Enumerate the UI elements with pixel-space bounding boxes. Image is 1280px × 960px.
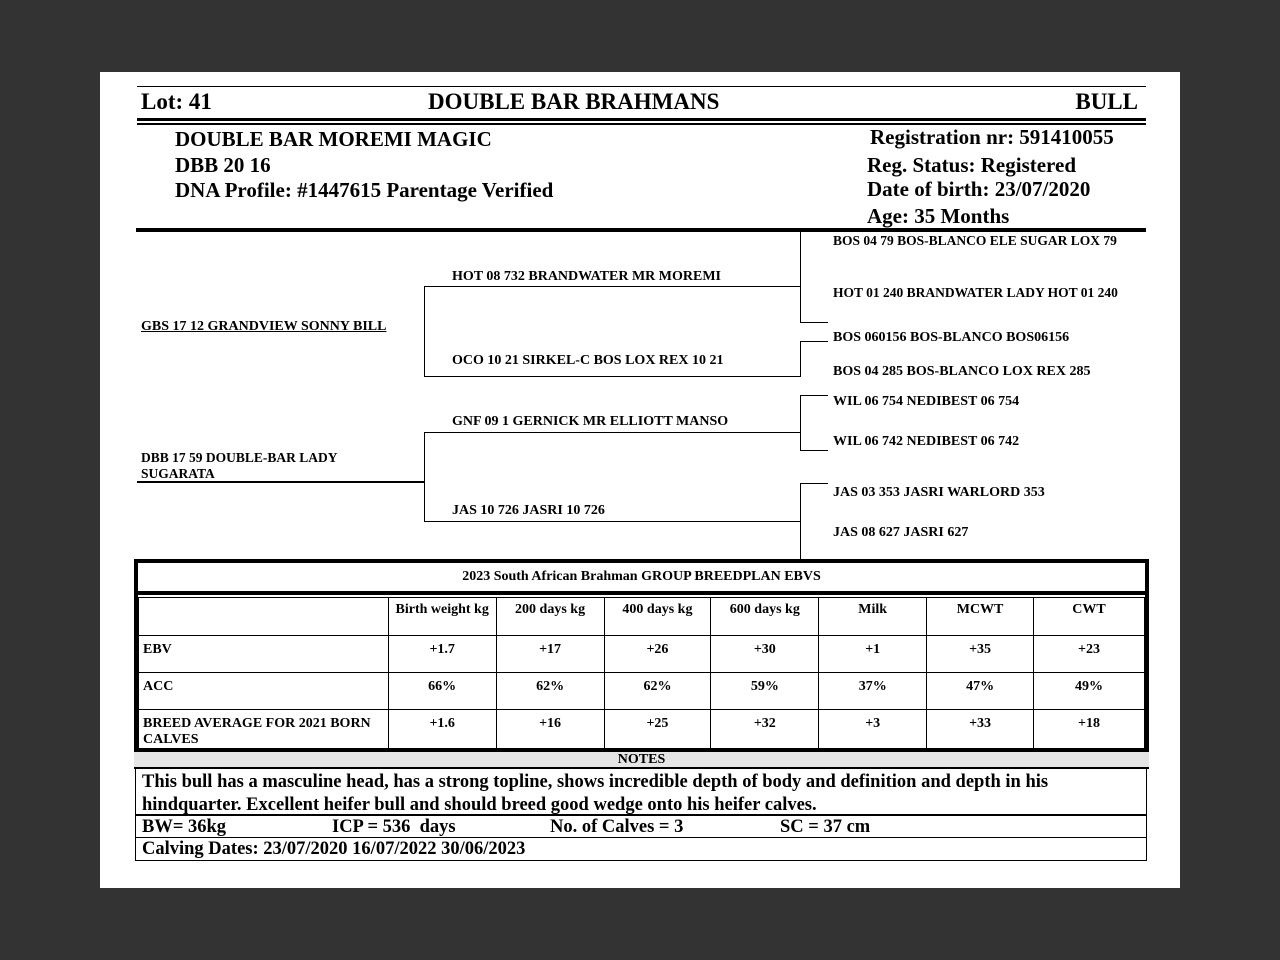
ebv-cell: +3	[819, 710, 927, 749]
registration-number: Registration nr: 591410055	[870, 125, 1114, 149]
ebv-cell: +33	[927, 710, 1034, 749]
ebv-cell: 62%	[496, 673, 604, 710]
pedigree-gg8: JAS 08 627 JASRI 627	[833, 525, 969, 540]
bracket-line	[424, 521, 801, 522]
bracket-line	[800, 483, 801, 559]
ebv-row	[139, 673, 1145, 710]
ebv-col-header: Milk	[819, 598, 927, 636]
pedigree-dam-sire: GNF 09 1 GERNICK MR ELLIOTT MANSO	[452, 414, 729, 429]
bracket-line	[424, 376, 801, 377]
ebv-cell: +17	[496, 636, 604, 673]
bracket-line	[424, 432, 425, 522]
pedigree-sire-sire: HOT 08 732 BRANDWATER MR MOREMI	[452, 269, 721, 284]
ebv-cell: +1.6	[388, 710, 496, 749]
ebv-cell: +16	[496, 710, 604, 749]
pedigree-dam: DBB 17 59 DOUBLE-BAR LADY SUGARATA	[141, 450, 338, 481]
ebv-cell: +25	[604, 710, 711, 749]
bracket-line	[800, 232, 801, 323]
ebv-header-row	[139, 598, 1145, 636]
ebv-cell: 49%	[1034, 673, 1145, 710]
ebv-col-header: CWT	[1034, 598, 1145, 636]
ebv-table-box	[134, 559, 1149, 769]
ebv-col-header: 400 days kg	[604, 598, 711, 636]
ebv-row-label: BREED AVERAGE FOR 2021 BORN CALVES	[139, 710, 389, 749]
pedigree-gg3: BOS 060156 BOS-BLANCO BOS06156	[833, 330, 1070, 345]
pedigree-gg2: HOT 01 240 BRANDWATER LADY HOT 01 240	[833, 285, 1118, 300]
pedigree-gg4: BOS 04 285 BOS-BLANCO LOX REX 285	[833, 364, 1091, 379]
icp-days: ICP = 536 days	[332, 817, 456, 837]
bracket-line	[800, 483, 828, 484]
ebv-cell: +1	[819, 636, 927, 673]
pedigree-sire-dam: OCO 10 21 SIRKEL-C BOS LOX REX 10 21	[452, 353, 724, 368]
registration-status: Reg. Status: Registered	[867, 153, 1076, 177]
ebv-cell: +26	[604, 636, 711, 673]
pedigree-gg5: WIL 06 754 NEDIBEST 06 754	[833, 394, 1020, 409]
ebv-title: 2023 South African Brahman GROUP BREEDPLAN EBVS	[138, 563, 1145, 595]
notes-text: This bull has a masculine head, has a strong topline, shows incredible depth of body and definition and depth in his hindquarter. Excellent heifer bull and should breed good wedge onto his heifer calves.	[135, 769, 1147, 815]
ebv-cell: +1.7	[388, 636, 496, 673]
animal-name: DOUBLE BAR MOREMI MAGIC	[175, 127, 492, 151]
ebv-header-blank	[139, 598, 389, 636]
bracket-line	[800, 450, 828, 451]
ebv-cell: 37%	[819, 673, 927, 710]
ebv-cell: 59%	[711, 673, 819, 710]
bracket-line	[800, 322, 828, 323]
pedigree-gg6: WIL 06 742 NEDIBEST 06 742	[833, 434, 1020, 449]
animal-age: Age: 35 Months	[867, 204, 1010, 228]
ebv-cell: +18	[1034, 710, 1145, 749]
ebv-cell: 62%	[604, 673, 711, 710]
birth-weight: BW= 36kg	[142, 817, 227, 837]
calving-dates: Calving Dates: 23/07/2020 16/07/2022 30/06/2023	[135, 838, 1147, 861]
ebv-row	[139, 710, 1145, 749]
ebv-table	[138, 597, 1145, 749]
number-of-calves: No. of Calves = 3	[550, 817, 684, 837]
header-rule-thick	[137, 118, 1146, 121]
ebv-cell: +30	[711, 636, 819, 673]
bracket-line	[800, 395, 828, 396]
bracket-line	[800, 395, 801, 451]
ebv-row-label: ACC	[139, 673, 389, 710]
dam-underline	[137, 481, 425, 483]
ebv-col-header: 600 days kg	[711, 598, 819, 636]
info-rule-thick	[136, 228, 1146, 232]
ebv-col-header: Birth weight kg	[388, 598, 496, 636]
bracket-line	[800, 341, 801, 377]
bracket-line	[424, 286, 425, 377]
ebv-col-header: 200 days kg	[496, 598, 604, 636]
ebv-col-header: MCWT	[927, 598, 1034, 636]
pedigree-gg1: BOS 04 79 BOS-BLANCO ELE SUGAR LOX 79	[833, 233, 1117, 248]
dna-profile: DNA Profile: #1447615 Parentage Verified	[175, 178, 554, 202]
animal-id: DBB 20 16	[175, 153, 271, 177]
bracket-line	[800, 341, 828, 342]
ebv-cell: 66%	[388, 673, 496, 710]
notes-heading: NOTES	[134, 749, 1149, 769]
bracket-line	[424, 286, 801, 287]
date-of-birth: Date of birth: 23/07/2020	[867, 177, 1091, 201]
animal-sex: BULL	[1075, 89, 1138, 114]
lot-number: Lot: 41	[141, 89, 212, 114]
ebv-row	[139, 636, 1145, 673]
pedigree-dam-dam: JAS 10 726 JASRI 10 726	[452, 503, 605, 518]
pedigree-sire: GBS 17 12 GRANDVIEW SONNY BILL	[141, 319, 387, 334]
pedigree-gg7: JAS 03 353 JASRI WARLORD 353	[833, 485, 1045, 500]
scrotal-circumference: SC = 37 cm	[780, 817, 871, 837]
breeder-name: DOUBLE BAR BRAHMANS	[428, 89, 720, 114]
ebv-cell: 47%	[927, 673, 1034, 710]
bracket-line	[424, 432, 801, 433]
ebv-cell: +23	[1034, 636, 1145, 673]
ebv-row-label: EBV	[139, 636, 389, 673]
top-rule	[137, 86, 1146, 87]
ebv-cell: +35	[927, 636, 1034, 673]
ebv-cell: +32	[711, 710, 819, 749]
stats-row	[135, 815, 1147, 838]
